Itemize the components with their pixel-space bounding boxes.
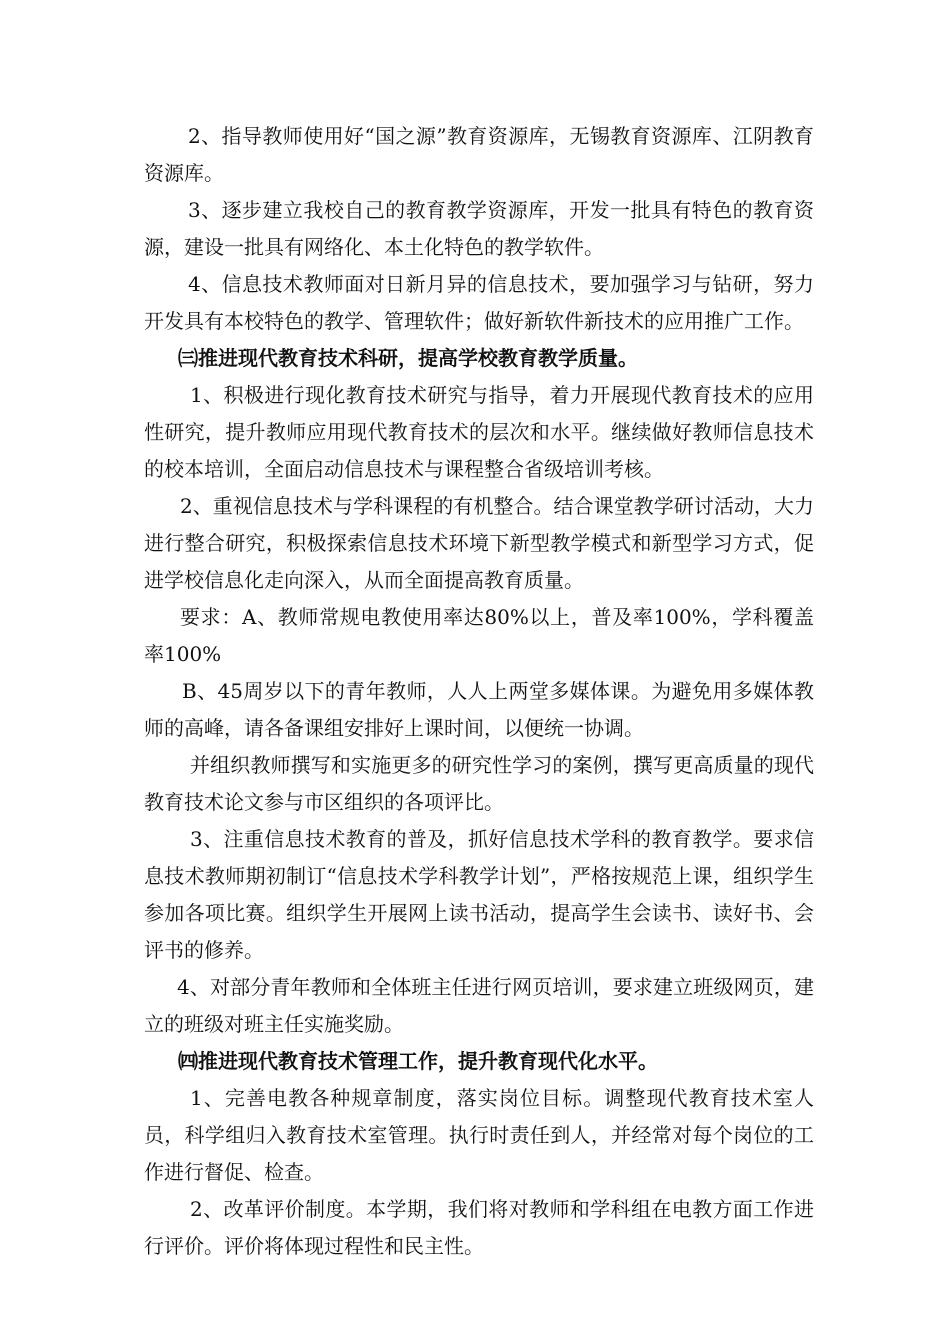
paragraph-evaluation-reform: 2、改革评价制度。本学期，我们将对教师和学科组在电教方面工作进行评价。评价将体现过程性和民主性。 (144, 1197, 814, 1258)
paragraph-case-writing: 并组织教师撰写和实施更多的研究性学习的案例，撰写更高质量的现代教育技术论文参与市区组织的各项评比。 (144, 753, 814, 814)
paragraph-it-education: 3、注重信息技术教育的普及，抓好信息技术学科的教育教学。要求信息技术教师期初制订“信息技术学科教学计划”，严格按规范上课，组织学生参加各项比赛。组织学生开展网上读书活动，提高学生会读书、读好书、会评书的修养。 (144, 827, 814, 962)
paragraph-curriculum-integration: 2、重视信息技术与学科课程的有机整合。结合课堂教学研讨活动，大力进行整合研究，积极探索信息技术环境下新型教学模式和新型学习方式，促进学校信息化走向深入，从而全面提高教育质量。 (144, 494, 814, 592)
section-heading-research: ㈢推进现代教育技术科研，提高学校教育教学质量。 (178, 346, 638, 370)
paragraph-requirement-a: 要求：A、教师常规电教使用率达80%以上，普及率100%，学科覆盖率100% (144, 605, 814, 666)
section-heading-management: ㈣推进现代教育技术管理工作，提升教育现代化水平。 (178, 1049, 658, 1073)
paragraph-rules-and-duties: 1、完善电教各种规章制度，落实岗位目标。调整现代教育技术室人员，科学组归入教育技术室管理。执行时责任到人，并经常对每个岗位的工作进行督促、检查。 (144, 1086, 814, 1184)
paragraph-research-guidance: 1、积极进行现化教育技术研究与指导，着力开展现代教育技术的应用性研究，提升教师应用现代教育技术的层次和水平。继续做好教师信息技术的校本培训，全面启动信息技术与课程整合省级培训考核。 (144, 383, 814, 481)
paragraph-resource-library-guidance: 2、指导教师使用好“国之源”教育资源库，无锡教育资源库、江阴教育资源库。 (144, 124, 814, 185)
paragraph-webpage-training: 4、对部分青年教师和全体班主任进行网页培训，要求建立班级网页，建立的班级对班主任实施奖励。 (144, 975, 814, 1036)
paragraph-requirement-b: B、45周岁以下的青年教师，人人上两堂多媒体课。为避免用多媒体教师的高峰，请各备课组安排好上课时间，以便统一协调。 (144, 679, 814, 740)
paragraph-it-teacher-development: 4、信息技术教师面对日新月异的信息技术，要加强学习与钻研，努力开发具有本校特色的教学、管理软件；做好新软件新技术的应用推广工作。 (144, 272, 814, 333)
paragraph-build-school-resources: 3、逐步建立我校自己的教育教学资源库，开发一批具有特色的教育资源，建设一批具有网络化、本土化特色的教学软件。 (144, 198, 814, 259)
document-body (144, 118, 814, 1265)
